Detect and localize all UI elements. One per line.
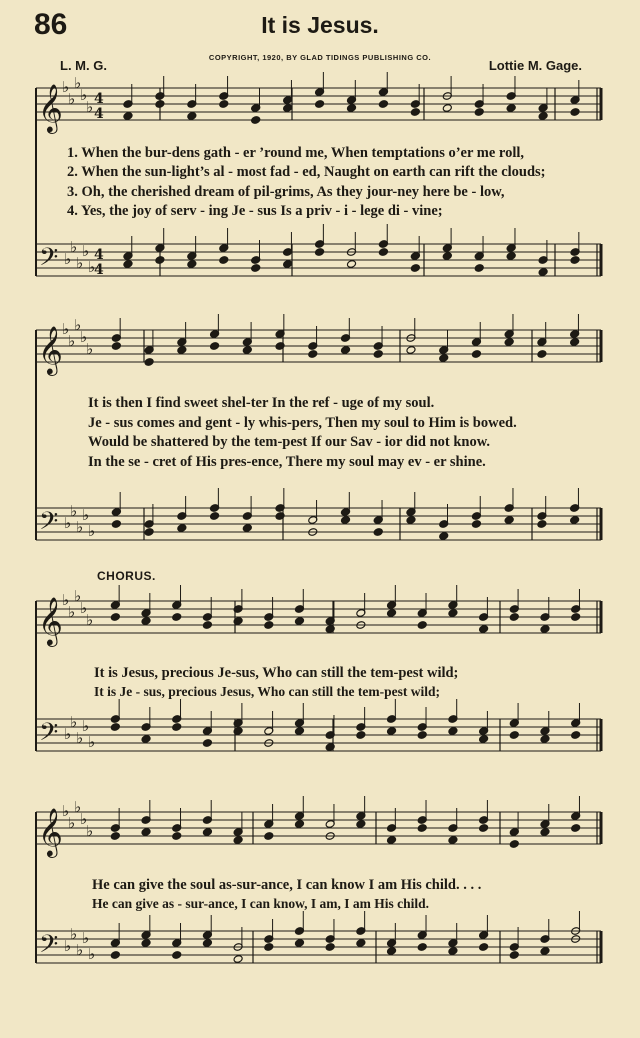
system-1-bass-flat-icon: ♭: [70, 238, 78, 256]
system-4-treble-note: [141, 828, 151, 837]
system-4-bass-flat-icon: ♭: [64, 937, 72, 955]
system-2-bass-note: [406, 516, 416, 525]
system-1-treble-note: [538, 112, 548, 121]
system-2-treble-note: [111, 342, 121, 351]
system-4-treble-note: [294, 820, 304, 829]
chorus-label: CHORUS.: [97, 569, 156, 583]
system-2-bass-note: [439, 532, 449, 541]
system-4-treble-note: [387, 836, 397, 845]
system-1-bass-note: [570, 256, 580, 265]
system-2-bass-note: [242, 524, 252, 533]
hymn-number: 86: [34, 8, 68, 41]
author-credit: Lottie M. Gage.: [488, 58, 582, 73]
system-3-bass-note: [448, 727, 458, 736]
system-3-treble-note: [172, 613, 182, 622]
system-2-treble-flat-icon: ♭: [68, 332, 76, 350]
system-3-bass-flat-icon: ♭: [76, 729, 84, 747]
system-4-bass-note: [172, 951, 182, 960]
time-signature-bottom: 4: [94, 262, 104, 278]
system-4-bass-note: [141, 939, 151, 948]
system-4-treble-note: [571, 824, 581, 833]
system-1-treble-note: [378, 100, 388, 109]
system-1-bass-note: [315, 248, 325, 257]
system-1-treble-note: [251, 116, 261, 125]
system-2-treble-flat-icon: ♭: [74, 316, 82, 334]
system-1-bass-note: [410, 264, 420, 273]
system-3-treble-note: [387, 609, 397, 618]
verse-4-line-2: In the se - cret of His pres-ence, There my soul may ev - er shine.: [88, 454, 486, 470]
system-3-bass-flat-icon: ♭: [64, 725, 72, 743]
system-4-treble-note: [509, 840, 519, 849]
system-3-treble-flat-icon: ♭: [68, 603, 76, 621]
system-2-bass-note: [537, 520, 547, 529]
system-2-bass-flat-icon: ♭: [70, 502, 78, 520]
system-2-bass-note: [144, 528, 154, 537]
system-1-bass-note: [123, 260, 133, 269]
system-2-bass-flat-icon: ♭: [82, 506, 90, 524]
verse-3-line-2: Would be shattered by the tem-pest If our Sav - ior did not know.: [88, 434, 491, 450]
system-1-treble-note: [187, 112, 197, 121]
system-4-bass-flat-icon: ♭: [76, 941, 84, 959]
system-4-treble-note: [356, 820, 366, 829]
system-3-bass-flat-icon: ♭: [70, 713, 78, 731]
verse-1-line-1: 1. When the bur-dens gath - er ’round me, When temptations o’er me roll,: [67, 145, 525, 161]
system-2-bass-note: [111, 520, 121, 529]
system-1-bass-note: [474, 264, 484, 273]
system-2-treble-note: [373, 350, 383, 359]
system-1-bass-note: [346, 260, 356, 269]
system-1-treble-note: [570, 108, 580, 117]
system-1-treble-note: [506, 104, 516, 113]
system-1-treble-note: [123, 112, 133, 121]
system-1-treble-note: [346, 104, 356, 113]
system-1-treble-note: [442, 104, 452, 113]
system-2-treble-note: [537, 350, 547, 359]
system-3-treble-note: [540, 625, 550, 634]
system-1-treble-flat-icon: ♭: [80, 86, 88, 104]
system-4-bass-note: [202, 939, 212, 948]
system-3-bass-note: [356, 731, 366, 740]
system-1-treble-clef-icon: 𝄞: [38, 83, 63, 132]
system-2-bass-note: [373, 528, 383, 537]
system-4-treble-note: [448, 836, 458, 845]
system-3-treble-clef-icon: 𝄞: [38, 596, 63, 645]
system-3-bass-note: [479, 735, 489, 744]
system-4-bass-flat-icon: ♭: [82, 929, 90, 947]
system-4-bass-flat-icon: ♭: [88, 945, 96, 963]
system-1-bass-clef-icon: 𝄢: [39, 243, 59, 278]
system-2-bass-flat-icon: ♭: [64, 514, 72, 532]
system-2-treble-note: [144, 358, 154, 367]
system-1-treble-note: [219, 100, 229, 109]
system-2-treble-note: [340, 346, 350, 355]
system-4-treble-note: [417, 824, 427, 833]
system-2-treble-note: [242, 346, 252, 355]
system-3-bass-clef-icon: 𝄢: [39, 718, 59, 753]
system-1-treble-note: [474, 108, 484, 117]
system-4-treble-note: [233, 836, 243, 845]
system-4-treble-flat-icon: ♭: [62, 802, 70, 820]
system-3-bass-note: [540, 735, 550, 744]
system-3-treble-note: [448, 609, 458, 618]
system-1-bass-flat-icon: ♭: [76, 254, 84, 272]
system-4-bass-clef-icon: 𝄢: [39, 930, 59, 965]
system-3-treble-note: [202, 621, 212, 630]
system-2-treble-clef-icon: 𝄞: [38, 325, 63, 374]
system-3-bass-note: [325, 743, 335, 752]
system-2-treble-flat-icon: ♭: [86, 340, 94, 358]
system-2-bass-note: [177, 524, 187, 533]
system-1-bass-note: [442, 252, 452, 261]
system-2-treble-note: [177, 346, 187, 355]
system-1-treble-note: [283, 104, 293, 113]
system-3-treble-note: [571, 613, 581, 622]
system-4-bass-note: [325, 943, 335, 952]
chorus-line-1-upper: It is Jesus, precious Je-sus, Who can still the tem-pest wild;: [94, 665, 459, 681]
system-2-bass-flat-icon: ♭: [88, 522, 96, 540]
verse-3-line-1: 3. Oh, the cherished dream of pil-grims, As they jour-ney here be - low,: [67, 184, 505, 200]
system-1-treble-flat-icon: ♭: [68, 90, 76, 108]
system-1-bass-note: [506, 252, 516, 261]
system-4-treble-note: [202, 828, 212, 837]
chorus-line-1-lower: It is Je - sus, precious Jesus, Who can still the tem-pest wild;: [94, 684, 441, 699]
system-3-treble-note: [294, 617, 304, 626]
system-2-treble-flat-icon: ♭: [80, 328, 88, 346]
system-3-bass-note: [110, 723, 120, 732]
verse-4-line-1: 4. Yes, the joy of serv - ing Je - sus Is a priv - i - lege di - vine;: [67, 203, 443, 219]
system-4-bass-note: [110, 951, 120, 960]
system-2-treble-note: [406, 346, 416, 355]
system-4-bass-note: [448, 947, 458, 956]
system-4-treble-flat-icon: ♭: [68, 814, 76, 832]
verse-1-line-2: It is then I find sweet shel-ter In the ref - uge of my soul.: [88, 395, 435, 411]
system-3-treble-note: [417, 621, 427, 630]
system-1-bass-flat-icon: ♭: [64, 250, 72, 268]
system-2-bass-clef-icon: 𝄢: [39, 507, 59, 542]
system-1-bass-note: [283, 260, 293, 269]
verse-2-line-2: Je - sus comes and gent - ly whis-pers, Then my soul to Him is bowed.: [88, 415, 517, 431]
system-1-bass-note: [538, 268, 548, 277]
system-1-bass-note: [251, 264, 261, 273]
system-2-bass-note: [340, 516, 350, 525]
system-4-treble-note: [110, 832, 120, 841]
system-4-bass-flat-icon: ♭: [70, 925, 78, 943]
composer-credit: L. M. G.: [60, 58, 107, 73]
system-4-treble-note: [479, 824, 489, 833]
system-3-bass-note: [202, 739, 212, 748]
system-1-bass-note: [187, 260, 197, 269]
system-4-treble-flat-icon: ♭: [86, 822, 94, 840]
system-2-bass-note: [504, 516, 514, 525]
system-4-bass-note: [264, 943, 274, 952]
system-3-bass-note: [294, 727, 304, 736]
system-3-bass-note: [571, 731, 581, 740]
system-3-bass-note: [509, 731, 519, 740]
system-1-treble-flat-icon: ♭: [74, 74, 82, 92]
chorus-line-2-lower: He can give as - sur-ance, I can know, I am, I am His child.: [92, 896, 430, 911]
system-4-treble-note: [540, 828, 550, 837]
system-2-treble-note: [210, 342, 220, 351]
system-1-treble-note: [315, 100, 325, 109]
system-3-treble-note: [264, 621, 274, 630]
chorus-line-2-upper: He can give the soul as-sur-ance, I can know I am His child. . . .: [92, 877, 482, 893]
system-3-treble-flat-icon: ♭: [62, 591, 70, 609]
time-signature-top: 4: [94, 247, 104, 263]
system-2-treble-note: [439, 354, 449, 363]
system-1-bass-flat-icon: ♭: [88, 258, 96, 276]
system-1-treble-note: [410, 108, 420, 117]
system-4-treble-flat-icon: ♭: [80, 810, 88, 828]
system-4-treble-note: [264, 832, 274, 841]
system-3-treble-note: [325, 625, 335, 634]
system-1-treble-note: [155, 100, 165, 109]
system-3-bass-note: [141, 735, 151, 744]
copyright-notice: COPYRIGHT, 1920, BY GLAD TIDINGS PUBLISHING CO.: [208, 53, 432, 62]
system-2-treble-flat-icon: ♭: [62, 320, 70, 338]
system-2-treble-note: [504, 338, 514, 347]
system-4-bass-note: [479, 943, 489, 952]
time-signature-bottom: 4: [94, 106, 104, 122]
system-3-treble-note: [141, 617, 151, 626]
hymn-title: It is Jesus.: [261, 12, 379, 38]
system-2-bass-flat-icon: ♭: [76, 518, 84, 536]
system-3-treble-flat-icon: ♭: [74, 587, 82, 605]
system-4-bass-note: [540, 947, 550, 956]
system-1-treble-flat-icon: ♭: [86, 98, 94, 116]
system-1-bass-note: [378, 248, 388, 257]
system-3-treble-note: [509, 613, 519, 622]
system-4-bass-note: [417, 943, 427, 952]
system-2-treble-note: [308, 350, 318, 359]
system-1-treble-flat-icon: ♭: [62, 78, 70, 96]
system-4-bass-note: [509, 951, 519, 960]
system-2-bass-note: [471, 520, 481, 529]
verse-2-line-1: 2. When the sun-light’s al - most fad - ed, Naught on earth can rift the clouds;: [67, 164, 546, 180]
system-2-bass-note: [210, 512, 220, 521]
system-1-bass-note: [219, 256, 229, 265]
system-3-bass-flat-icon: ♭: [88, 733, 96, 751]
system-4-bass-note: [356, 939, 366, 948]
time-signature-top: 4: [94, 91, 104, 107]
system-2-bass-note: [570, 516, 580, 525]
system-4-bass-note: [387, 947, 397, 956]
system-3-treble-flat-icon: ♭: [86, 611, 94, 629]
system-3-treble-note: [479, 625, 489, 634]
system-4-treble-clef-icon: 𝄞: [38, 807, 63, 856]
system-3-bass-flat-icon: ♭: [82, 717, 90, 735]
system-3-treble-flat-icon: ♭: [80, 599, 88, 617]
system-3-bass-note: [172, 723, 182, 732]
system-4-bass-note: [294, 939, 304, 948]
system-3-bass-note: [417, 731, 427, 740]
system-3-treble-note: [110, 613, 120, 622]
system-2-treble-note: [471, 350, 481, 359]
system-3-bass-note: [387, 727, 397, 736]
system-1-bass-note: [155, 256, 165, 265]
system-4-treble-flat-icon: ♭: [74, 798, 82, 816]
system-4-treble-note: [172, 832, 182, 841]
system-1-bass-flat-icon: ♭: [82, 242, 90, 260]
system-4-bass-note: [233, 955, 243, 964]
system-2-treble-note: [570, 338, 580, 347]
